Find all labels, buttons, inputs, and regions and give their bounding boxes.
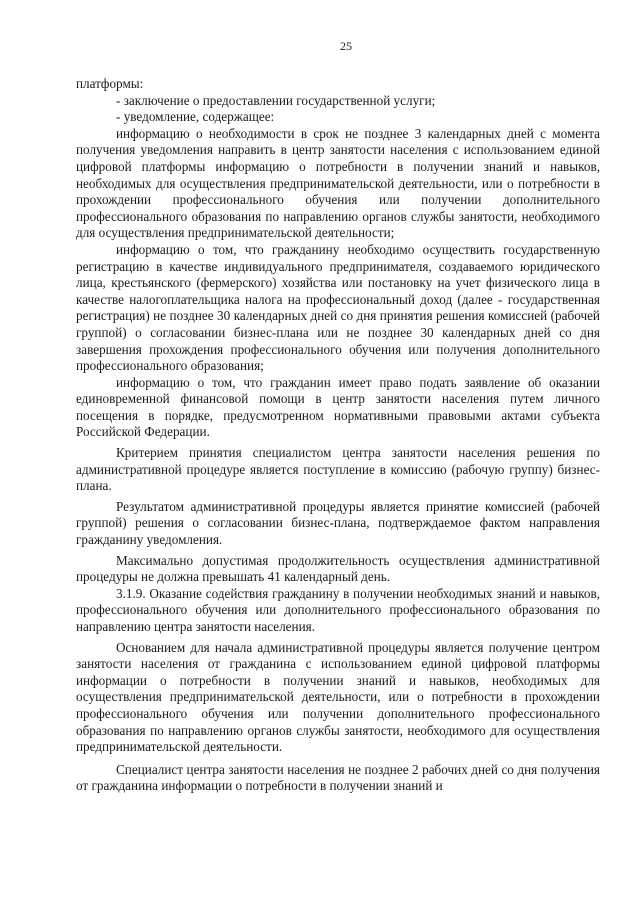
- paragraph-decision-criterion: Критерием принятия специалистом центра занятости населения решения по административной процедуре является поступление в комиссию (рабочую группу) бизнес-плана.: [76, 445, 600, 494]
- paragraph-list-item-notification: - уведомление, содержащее:: [116, 109, 275, 125]
- page-number: 25: [340, 39, 352, 53]
- paragraph-procedure-result: Результатом административной процедуры является принятие комиссией (рабочей группой) решения о согласовании бизнес-плана, подтверждаемое фактом направления гражданину уведомления.: [76, 498, 600, 548]
- document-body: [76, 76, 600, 795]
- paragraph-info-deadline: информацию о необходимости в срок не позднее 3 календарных дней с момента получения уведомления направить в центр занятости населения с использованием единой цифровой платформы информацию о потребности в получении знаний и навыков, необходимых для осуществления предпринимательской деятельности, или о потребности в прохождении профессионального обучения или получении дополнительного профессионального образования по направлению органов службы занятости, необходимого для осуществления предпринимательской деятельности;: [76, 125, 600, 241]
- paragraph-platform-continuation: платформы:: [76, 76, 144, 91]
- paragraph-section-3-1-9: 3.1.9. Оказание содействия гражданину в получении необходимых знаний и навыков, профессионального обучения или дополнительного профессионального образования по направлению центра занятости населения.: [76, 585, 600, 634]
- paragraph-list-item-conclusion: - заключение о предоставлении государственной услуги;: [116, 92, 436, 108]
- paragraph-info-financial-aid: информацию о том, что гражданин имеет право подать заявление об оказании единовременной финансовой помощи в центр занятости населения путем личного посещения в порядке, предусмотренном нормативными правовыми актами субъекта Российской Федерации.: [76, 374, 600, 440]
- paragraph-info-registration: информацию о том, что гражданину необходимо осуществить государственную регистрацию в качестве индивидуального предпринимателя, создаваемого юридического лица, крестьянского (фермерского) хозяйства или постановку на учет физического лица в качестве налогоплательщика налога на профессиональный доход (далее - государственная регистрация) не позднее 30 календарных дней со дня принятия решения комиссией (рабочей группой) о согласовании бизнес-плана или не позднее 30 календарных дней со дня завершения прохождения профессионального обучения или получения дополнительного профессионального образования;: [76, 241, 600, 374]
- paragraph-max-duration: Максимально допустимая продолжительность осуществления административной процедуры не должна превышать 41 календарный день.: [76, 552, 600, 585]
- paragraph-specialist-action: Специалист центра занятости населения не позднее 2 рабочих дней со дня получения от гражданина информации о потребности в получении знаний и: [76, 761, 600, 794]
- paragraph-procedure-basis: Основанием для начала административной процедуры является получение центром занятости населения от гражданина с использованием единой цифровой платформы информации о потребности в получении знаний и навыков, необходимых для осуществления предпринимательской деятельности, или о потребности в прохождении профессионального обучения или получении дополнительного профессионального образования по направлению органов службы занятости, необходимого для осуществления предпринимательской деятельности.: [76, 639, 600, 755]
